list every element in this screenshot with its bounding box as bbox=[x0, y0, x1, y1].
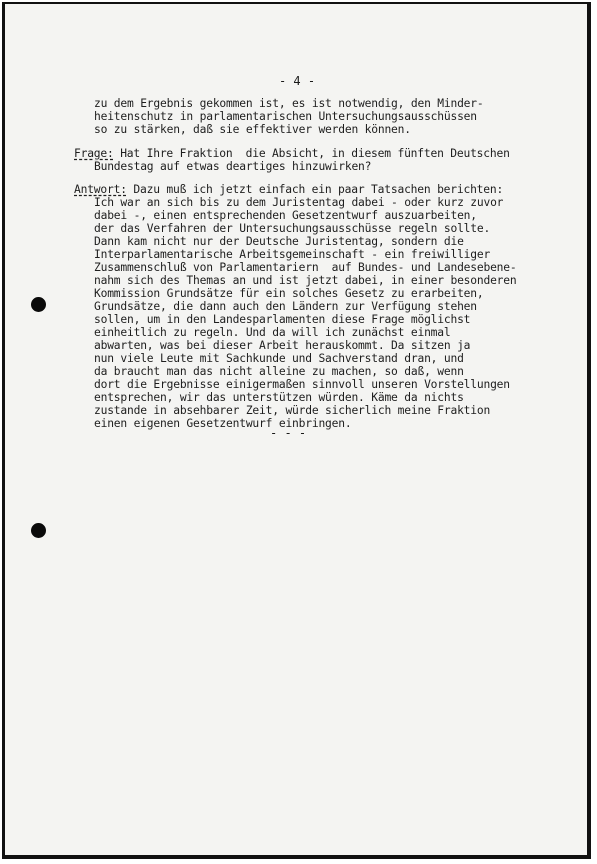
text-line: Kommission Grundsätze für ein solches Gesetz zu erarbeiten, bbox=[94, 287, 484, 300]
text-line: nun viele Leute mit Sachkunde und Sachverstand dran, und bbox=[94, 352, 464, 365]
text-line: dabei -, einen entsprechenden Gesetzentwurf auszuarbeiten, bbox=[94, 209, 477, 222]
text-line: abwarten, was bei dieser Arbeit herauskommt. Da sitzen ja bbox=[94, 339, 471, 352]
question-first-line bbox=[74, 147, 510, 160]
text-line: Ich war an sich bis zu dem Juristentag dabei - oder kurz zuvor bbox=[94, 196, 504, 209]
text-line: Interparlamentarische Arbeitsgemeinschaft - ein freiwilliger bbox=[94, 248, 491, 261]
text-line: einheitlich zu regeln. Und da will ich zunächst einmal bbox=[94, 326, 451, 339]
text-line: entsprechen, wir das unterstützen würden. Käme da nichts bbox=[94, 391, 464, 404]
text-line: Bundestag auf etwas deartiges hinzuwirken? bbox=[94, 160, 372, 173]
punch-hole-bottom bbox=[31, 523, 46, 538]
answer-label: Antwort: bbox=[74, 183, 127, 196]
text-line: Dann kam nicht nur der Deutsche Juristentag, sondern die bbox=[94, 235, 464, 248]
text-line: Grundsätze, die dann auch den Ländern zur Verfügung stehen bbox=[94, 300, 477, 313]
answer-first-line bbox=[74, 183, 503, 196]
punch-hole-top bbox=[31, 297, 46, 312]
question-text: Hat Ihre Fraktion die Absicht, in diesem fünften Deutschen bbox=[113, 147, 510, 160]
answer-text: Dazu muß ich jetzt einfach ein paar Tatsachen berichten: bbox=[126, 183, 504, 196]
end-mark: - - - bbox=[270, 426, 307, 440]
page-number: - 4 - bbox=[278, 74, 316, 88]
text-line: zustande in absehbarer Zeit, würde sicherlich meine Fraktion bbox=[94, 404, 491, 417]
text-line: zu dem Ergebnis gekommen ist, es ist notwendig, den Minder- bbox=[94, 97, 484, 110]
text-line: sollen, um in den Landesparlamenten diese Frage möglichst bbox=[94, 313, 471, 326]
text-line: so zu stärken, daß sie effektiver werden können. bbox=[94, 123, 411, 136]
text-line: heitenschutz in parlamentarischen Untersuchungsausschüssen bbox=[94, 110, 477, 123]
text-line: da braucht man das nicht alleine zu machen, so daß, wenn bbox=[94, 365, 464, 378]
text-line: Zusammenschluß von Parlamentariern auf Bundes- und Landesebene- bbox=[94, 261, 517, 274]
question-label: Frage: bbox=[74, 147, 114, 160]
text-line: der das Verfahren der Untersuchungsausschüsse regeln sollte. bbox=[94, 222, 491, 235]
text-line: einen eigenen Gesetzentwurf einbringen. bbox=[94, 417, 352, 430]
text-line: dort die Ergebnisse einigermaßen sinnvoll unseren Vorstellungen bbox=[94, 378, 510, 391]
text-line: nahm sich des Themas an und ist jetzt dabei, in einer besonderen bbox=[94, 274, 517, 287]
